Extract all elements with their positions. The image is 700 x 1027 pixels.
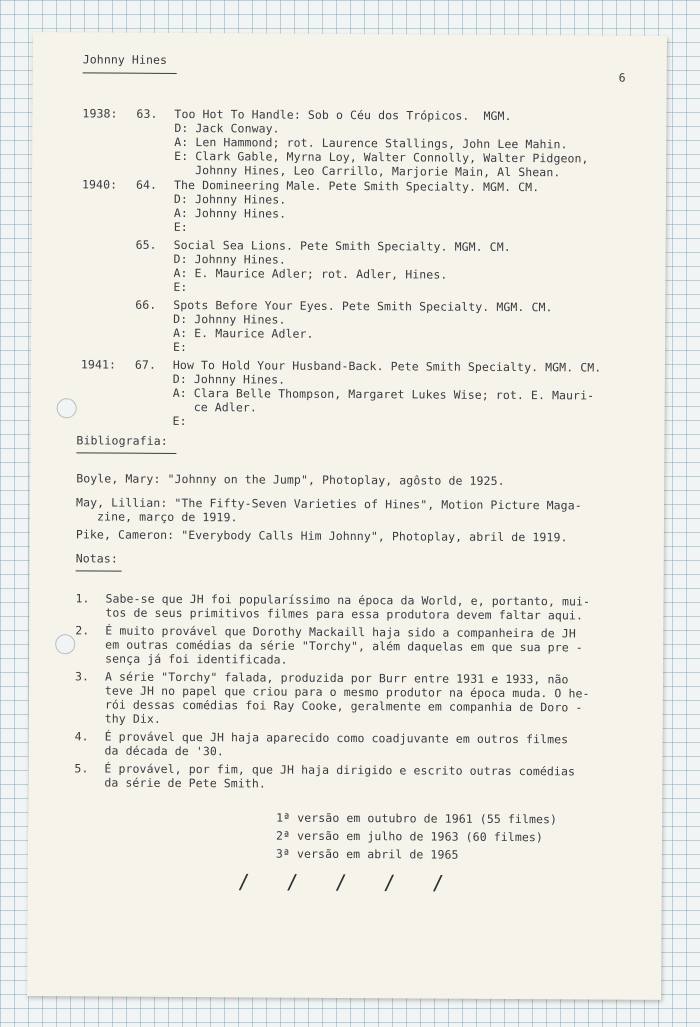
bibliography-entry: Pike, Cameron: "Everybody Calls Him Johnny", Photoplay, abril de 1919. (75, 527, 568, 545)
film-title: Spots Before Your Eyes. Pete Smith Specialty. MGM. CM. (173, 297, 553, 315)
film-credit: D: Jack Conway. (174, 120, 280, 136)
film-number: 66. (135, 297, 157, 312)
note-text: tos de seus primitivos filmes para essa produtora devem faltar aqui. (105, 605, 584, 623)
film-title: The Domineering Male. Pete Smith Specialty. MGM. CM. (173, 177, 540, 195)
note-text: sença já foi identificada. (105, 651, 288, 667)
notas-heading: Notas: (75, 551, 118, 566)
note-text: da série de Pete Smith. (104, 775, 266, 791)
punch-hole (55, 634, 75, 654)
film-year: 1938: (82, 106, 118, 121)
film-title: Social Sea Lions. Pete Smith Specialty. MGM. CM. (173, 237, 511, 254)
note-text: thy Dix. (104, 711, 162, 726)
film-title: Too Hot To Handle: Sob o Céu dos Trópicos. MGM. (174, 106, 512, 123)
film-number: 63. (136, 106, 158, 121)
film-credit: A: Clara Belle Thompson, Margaret Lukes Wise; rot. E. Mauri- (172, 385, 595, 403)
bibliography-entry: zine, março de 1919. (75, 509, 238, 525)
version-line: 1ª versão em outubro de 1961 (55 filmes) (276, 810, 558, 827)
film-credit: D: Johnny Hines. (173, 191, 287, 207)
film-credit: D: Johnny Hines. (173, 251, 286, 267)
note-number: 5. (74, 761, 89, 776)
film-credit: D: Johnny Hines. (173, 311, 286, 327)
note-number: 1. (75, 591, 90, 606)
film-year: 1941: (80, 357, 117, 372)
film-title: How To Hold Your Husband-Back. Pete Smith Specialty. MGM. CM. (172, 357, 602, 375)
notas-underline (76, 570, 122, 571)
film-credit: A: Johnny Hines. (173, 205, 287, 221)
film-number: 64. (135, 177, 158, 192)
end-slash-marks: / / / / / (237, 869, 445, 895)
film-credit: ce Adler. (172, 399, 258, 415)
note-number: 4. (74, 729, 89, 744)
header-underline (83, 72, 177, 74)
film-number: 65. (135, 237, 157, 252)
note-text: É provável que JH haja aparecido como coadjuvante em outros filmes (104, 729, 569, 747)
film-number: 67. (134, 357, 157, 372)
note-text: É muito provável que Dorothy Mackaill haja sido a companheira de JH (105, 623, 576, 641)
note-text: É provável, por fim, que JH haja dirigido e escrito outras comédias (104, 761, 576, 779)
note-text: teve JH no papel que criou para o mesmo produtor na época muda. O he- (104, 683, 590, 701)
bibliografia-heading: Bibliografia: (76, 433, 168, 448)
version-line: 3ª versão em abril de 1965 (275, 846, 459, 862)
bibliography-entry: May, Lillian: "The Fifty-Seven Varieties of Hines", Motion Picture Maga- (76, 495, 582, 513)
film-credit: Johnny Hines, Leo Carrillo, Marjorie Main, Al Shean. (174, 162, 561, 180)
punch-hole (57, 398, 77, 418)
note-number: 3. (74, 669, 90, 684)
note-text: A série "Torchy" falada, produzida por Burr entre 1931 e 1933, não (104, 669, 569, 687)
film-credit: A: E. Maurice Adler. (173, 325, 314, 341)
film-credit: A: E. Maurice Adler; rot. Adler, Hines. (173, 265, 448, 282)
film-credit: E: (173, 279, 188, 295)
bibliografia-underline (76, 452, 176, 454)
note-text: da década de '30. (104, 743, 225, 759)
film-credit: E: (172, 339, 188, 355)
page-number: 6 (618, 70, 626, 85)
note-number: 2. (75, 623, 90, 638)
filmography (33, 32, 667, 429)
note-text: em outras comédias da série "Torchy", além daquelas em que sua pre - (105, 637, 583, 655)
page-header-name: Johnny Hines (82, 52, 168, 67)
note-text: Sabe-se que JH foi popularíssimo na época da World, e, portanto, mui- (105, 591, 591, 609)
film-credit: E: (172, 413, 187, 429)
film-credit: E: Clark Gable, Myrna Loy, Walter Connolly, Walter Pidgeon, (174, 148, 589, 166)
film-credit: E: (173, 219, 188, 235)
film-credit: A: Len Hammond; rot. Laurence Stallings, John Lee Mahin. (174, 134, 568, 152)
typed-page (27, 32, 667, 1000)
version-line: 2ª versão em julho de 1963 (60 filmes) (276, 828, 543, 845)
film-year: 1940: (81, 177, 118, 192)
film-credit: D: Johnny Hines. (172, 371, 286, 387)
bibliography-entry: Boyle, Mary: "Johnny on the Jump", Photoplay, agôsto de 1925. (76, 471, 505, 488)
note-text: rói dessas comédias foi Ray Cooke, geralmente em companhia de Doro - (104, 697, 583, 715)
